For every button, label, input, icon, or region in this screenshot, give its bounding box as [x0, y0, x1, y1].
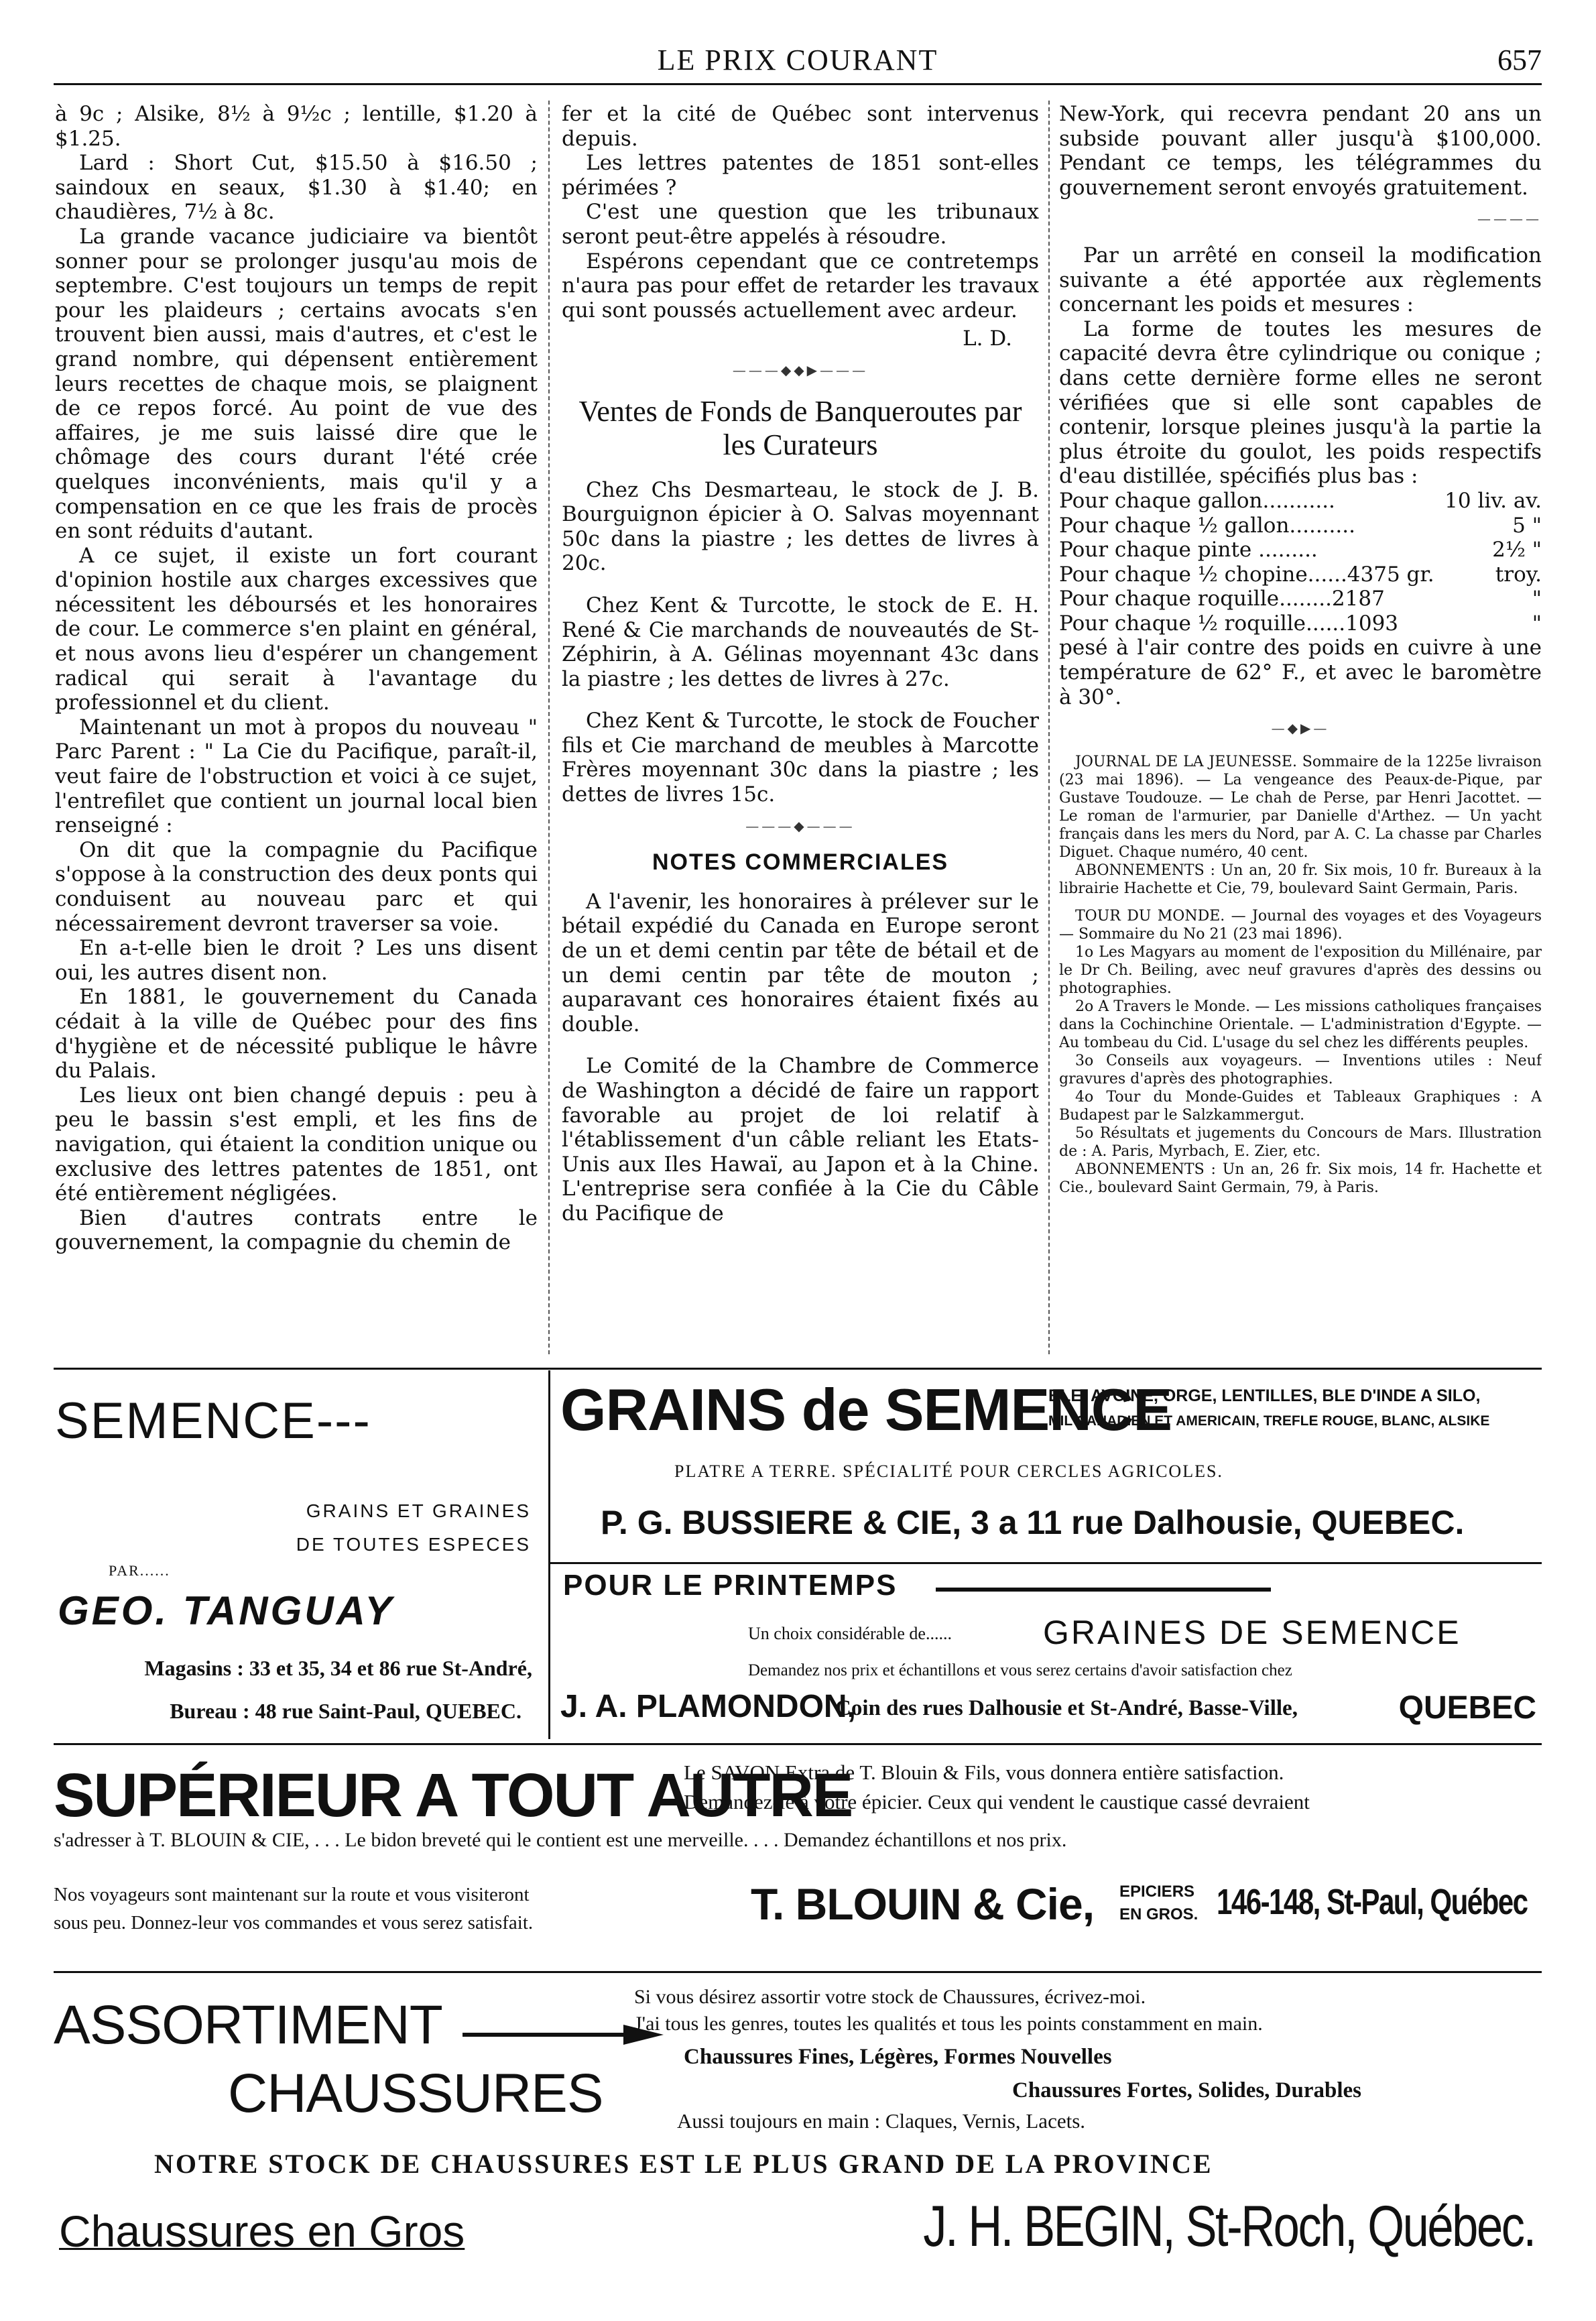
measure-row — [1059, 538, 1542, 562]
paragraph: pesé à l'air contre des poids en cuivre à une température de 62° F., et avec le baromètre à 30°. — [1059, 636, 1542, 709]
ad-line: BLE, AVOINE, ORGE, LENTILLES, BLE D'INDE A SILO, — [1048, 1386, 1481, 1405]
ad-banner: NOTRE STOCK DE CHAUSSURES EST LE PLUS GRAND DE LA PROVINCE — [154, 2149, 1213, 2179]
ad-company: T. BLOUIN & Cie, — [751, 1879, 1095, 1929]
ad-line: Nos voyageurs sont maintenant sur la route et vous visiteront — [54, 1884, 530, 1905]
notices-block — [1059, 753, 1542, 1197]
header-rule — [54, 83, 1542, 85]
ad-semence-tanguay — [55, 1381, 538, 1736]
ad-title: POUR LE PRINTEMPS — [563, 1569, 898, 1602]
separator-rule: ———— — [1477, 211, 1542, 227]
ad-band-top-rule — [54, 1368, 1542, 1370]
column-2 — [562, 102, 1039, 1350]
paragraph: Les lieux ont bien changé depuis : peu à peu le bassin s'est empli, et les fins de navigation, qui étaient la condition unique ou exclusive des lettres patentes de 1851, ont été entièrement négligées. — [55, 1083, 538, 1206]
ad-company: P. G. BUSSIERE & CIE, 3 a 11 rue Dalhousie, QUEBEC. — [601, 1504, 1465, 1541]
notice: ABONNEMENTS : Un an, 20 fr. Six mois, 10 fr. Bureaux à la librairie Hachette et Cie, 79, boulevard Saint Germain, Paris. — [1059, 861, 1542, 897]
heading-ventes: Ventes de Fonds de Banqueroutes par les Curateurs — [578, 394, 1022, 461]
paragraph: Lard : Short Cut, $15.50 à $16.50 ; saindoux en seaux, $1.30 à $1.40; en chaudières, 7½ à 8c. — [55, 151, 538, 225]
separator-ornament: ———◆——— — [745, 817, 855, 834]
ad-label: EN GROS. — [1119, 1905, 1199, 1923]
ad-line: MIL CANADIEN ET AMERICAIN, TREFLE ROUGE, BLANC, ALSIKE — [1048, 1413, 1490, 1429]
paragraph: Bien d'autres contrats entre le gouvernement, la compagnie du chemin de — [55, 1205, 538, 1255]
measure-label: Pour chaque pinte ......... — [1059, 538, 1318, 562]
paragraph: C'est une question que les tribunaux seront peut-être appelés à résoudre. — [562, 200, 1039, 249]
ad-rule — [54, 1743, 1542, 1745]
notice: 3o Conseils aux voyageurs. — Inventions utiles : Neuf gravures d'après des photographies. — [1059, 1052, 1542, 1087]
page-number: 657 — [1497, 44, 1542, 76]
column-3 — [1059, 102, 1542, 1350]
publication-title: LE PRIX COURANT — [657, 44, 938, 76]
ad-highlight: GRAINES DE SEMENCE — [1043, 1614, 1461, 1651]
notice: 2o A Travers le Monde. — Les missions catholiques françaises dans la Cochinchine Orientale. — L'administration d'Egypte. — Au tombeau du Cid. L'usage du sel chez les différents peuples. — [1059, 998, 1542, 1051]
ad-line: DE TOUTES ESPECES — [296, 1534, 531, 1555]
paragraph: En a-t-elle bien le droit ? Les uns disent oui, les autres disent non. — [55, 936, 538, 985]
ad-line: Aussi toujours en main : Claques, Vernis, Lacets. — [677, 2109, 1086, 2133]
measure-value: 5 " — [1512, 513, 1542, 538]
paragraph: Espérons cependant que ce contretemps n'aura pas pour effet de retarder les travaux qui sont poussés actuellement avec ardeur. — [562, 249, 1039, 322]
ad-address: Coin des rues Dalhousie et St-André, Basse-Ville, — [835, 1696, 1298, 1720]
ad-city: QUEBEC — [1398, 1690, 1536, 1726]
paragraph: à 9c ; Alsike, 8½ à 9½c ; lentille, $1.20 à $1.25. — [55, 102, 538, 151]
paragraph: En 1881, le gouvernement du Canada cédait à la ville de Québec pour des fins d'hygiène et de nécessité publique le hâvre du Palais. — [55, 985, 538, 1083]
ad-line: PAR...... — [109, 1562, 170, 1579]
measure-row — [1059, 489, 1542, 514]
notice: 5o Résultats et jugements du Concours de Mars. Illustration de : A. Paris, Myrbach, E. Zier, etc. — [1059, 1124, 1542, 1160]
ad-line: J'ai tous les genres, toutes les qualités et tous les points constamment en main. — [634, 2013, 1263, 2035]
separator-ornament: —◆▶— — [1271, 720, 1330, 737]
ad-address: 146-148, St-Paul, Québec — [1217, 1882, 1528, 1922]
ad-title-rule — [936, 1588, 1271, 1592]
notice: 4o Tour du Monde-Guides et Tableaux Graphiques : A Budapest par le Salzkammergut. — [1059, 1088, 1542, 1124]
paragraph: A l'avenir, les honoraires à prélever sur le bétail expédié du Canada en Europe seront de un et demi centin par tête de bétail et de un demi centin par tête de mouton ; auparavant ces honoraires étaient fixés au double. — [562, 889, 1039, 1036]
ad-savon-blouin — [54, 1750, 1542, 1964]
notice: JOURNAL DE LA JEUNESSE. Sommaire de la 1225e livraison (23 mai 1896). — La vengeance des Peaux-de-Pique, par Gustave Toudouze. — Le chah de Perse, par Henri Jacottet. — Le roman de l'armurier, par Danielle d'Arthez. — Un yacht français dans les mers du Nord, par A. C. La chasse par Charles Diguet. Chaque numéro, 40 cent. — [1059, 753, 1542, 861]
paragraph: Par un arrêté en conseil la modification suivante a été apportée aux règlements concernant les poids et mesures : — [1059, 243, 1542, 317]
ad-line: Si vous désirez assortir votre stock de Chaussures, écrivez-moi. — [634, 1986, 1146, 2008]
ad-merchant-name: GEO. TANGUAY — [58, 1588, 395, 1633]
ad-title: SEMENCE--- — [55, 1392, 371, 1449]
column-divider — [1048, 101, 1050, 1354]
ad-title: GRAINS de SEMENCE — [560, 1376, 1172, 1443]
ad-title: CHAUSSURES — [228, 2063, 603, 2124]
page-header — [54, 43, 1542, 83]
ad-line: Le SAVON Extra de T. Blouin & Fils, vous donnera entière satisfaction. — [684, 1761, 1284, 1784]
ad-label: EPICIERS — [1119, 1883, 1195, 1901]
paragraph: fer et la cité de Québec sont intervenus depuis. — [562, 102, 1039, 151]
column-1 — [55, 102, 538, 1350]
ad-merchant-name: J. A. PLAMONDON, — [560, 1689, 856, 1724]
measure-label: Pour chaque ½ chopine......4375 gr. — [1059, 562, 1434, 587]
ad-line: Un choix considérable de...... — [748, 1624, 952, 1643]
notice: 1o Les Magyars au moment de l'exposition du Millénaire, par le Dr Ch. Beiling, avec neuf gravures d'après des dessins ou photographies. — [1059, 943, 1542, 997]
ad-title: SUPÉRIEUR A TOUT AUTRE — [54, 1761, 853, 1830]
ad-line: Chaussures en Gros — [59, 2206, 465, 2256]
paragraph: A ce sujet, il existe un fort courant d'opinion hostile aux charges excessives que nécessitent les déboursés et les honoraires de cour. Le commerce s'en plaint en général, et nous avons lieu d'espérer un changement radical qui serait à l'avantage du professionnel et du client. — [55, 543, 538, 715]
measure-row — [1059, 611, 1542, 636]
ad-line: Demandez nos prix et échantillons et vous serez certains d'avoir satisfaction chez — [748, 1661, 1292, 1679]
notice: ABONNEMENTS : Un an, 26 fr. Six mois, 14 fr. Hachette et Cie., boulevard Saint Germain, 79, à Paris. — [1059, 1160, 1542, 1196]
ad-address: Bureau : 48 rue Saint-Paul, QUEBEC. — [170, 1699, 521, 1723]
measure-label: Pour chaque ½ roquille......1093 — [1059, 611, 1399, 636]
measure-label: Pour chaque ½ gallon.......... — [1059, 513, 1355, 538]
ad-line: Chaussures Fines, Légères, Formes Nouvelles — [684, 2045, 1112, 2069]
arrow-icon — [463, 2018, 664, 2051]
ad-line: PLATRE A TERRE. SPÉCIALITÉ POUR CERCLES AGRICOLES. — [674, 1462, 1223, 1481]
ad-line: Chaussures Fortes, Solides, Durables — [1012, 2078, 1362, 2102]
measure-row — [1059, 562, 1542, 587]
paragraph: New-York, qui recevra pendant 20 ans un subside pouvant aller jusqu'à $100,000. Pendant ce temps, les télégrammes du gouvernement seront envoyés gratuitement. — [1059, 102, 1542, 200]
paragraph: La grande vacance judiciaire va bientôt sonner pour se prolonger jusqu'au mois de septembre. C'est toujours un temps de repit pour les plaideurs ; certains avocats s'en trouvent bien aussi, mais d'autres, et c'est le grand nombre, qui dépensent entièrement leurs recettes de chaque mois, se plaignent de ce repos forcé. Au point de vue des affaires, je me suis laissé dire que le chômage des cours durant l'été crée quelques inconvénients, mais qu'il y a compensation en ce que les frais de procès en sont réduits d'autant. — [55, 224, 538, 544]
measure-row — [1059, 514, 1542, 538]
ad-address: Magasins : 33 et 35, 34 et 86 rue St-André, — [144, 1656, 532, 1680]
paragraph: Chez Chs Desmarteau, le stock de J. B. Bourguignon épicier à O. Salvas moyennant 50c dans la piastre ; les dettes de livres à 20c. — [562, 477, 1039, 576]
ad-grains-bussiere — [560, 1376, 1542, 1557]
measure-value: " — [1532, 611, 1542, 636]
heading-notes-commerciales: NOTES COMMERCIALES — [652, 849, 949, 876]
measure-row — [1059, 587, 1542, 611]
paragraph: Les lettres patentes de 1851 sont-elles périmées ? — [562, 151, 1039, 200]
ad-chaussures-begin — [54, 1978, 1542, 2313]
paragraph: Maintenant un mot à propos du nouveau " Parc Parent : " La Cie du Pacifique, paraît-il, veut faire de l'obstruction et voici à ce sujet, l'entrefilet que contient un journal local bien renseigné : — [55, 715, 538, 838]
paragraph: Chez Kent & Turcotte, le stock de E. H. René & Cie marchands de nouveautés de St-Zéphirin, à A. Gélinas moyennant 43c dans la piastre ; les dettes de livres à 27c. — [562, 593, 1039, 691]
separator-ornament: ———◆◆▶——— — [732, 361, 869, 378]
ad-title: ASSORTIMENT — [54, 1995, 442, 2056]
ad-rule — [54, 1971, 1542, 1973]
ad-line: GRAINS ET GRAINES — [306, 1500, 531, 1521]
measure-label: Pour chaque gallon........... — [1059, 488, 1335, 513]
measure-value: 2½ " — [1492, 538, 1542, 562]
ad-divider — [548, 1370, 550, 1739]
signature: L. D. — [963, 326, 1012, 351]
column-divider — [548, 101, 550, 1354]
ad-company: J. H. BEGIN, St-Roch, Québec. — [923, 2194, 1535, 2259]
ad-rule — [550, 1562, 1542, 1564]
ad-line: Demandez-le à votre épicier. Ceux qui vendent le caustique cassé devraient — [684, 1790, 1310, 1813]
measure-label: Pour chaque roquille........2187 — [1059, 587, 1385, 611]
ad-line: sous peu. Donnez-leur vos commandes et vous serez satisfait. — [54, 1912, 534, 1933]
paragraph: La forme de toutes les mesures de capacité devra être cylindrique ou conique ; dans cette dernière forme elles ne seront vérifiées que si elle sont capables de contenir, lorsque pleines jusqu'à la partie la plus étroite du goulot, les poids respectifs d'eau distillée, spécifiés plus bas : — [1059, 316, 1542, 489]
notice: TOUR DU MONDE. — Journal des voyages et des Voyageurs — Sommaire du No 21 (23 mai 1896). — [1059, 907, 1542, 943]
measure-value: troy. — [1495, 562, 1542, 587]
ad-line: s'adresser à T. BLOUIN & CIE, . . . Le bidon breveté qui le contient est une merveille. . . . Demandez échantillons et nos prix. — [54, 1829, 1067, 1851]
paragraph: On dit que la compagnie du Pacifique s'oppose à la construction des deux ponts qui conduisent au nouveau parc et qui nécessairement devront traverser sa voie. — [55, 837, 538, 936]
measures-list — [1059, 489, 1542, 636]
paragraph: Le Comité de la Chambre de Commerce de Washington a décidé de faire un rapport favorable au projet de loi relatif à l'établissement d'un câble reliant les Etats-Unis aux Iles Hawaï, au Japon et à la Chine. L'entreprise sera confiée à la Cie du Câble du Pacifique de — [562, 1054, 1039, 1226]
measure-value: " — [1532, 587, 1542, 611]
paragraph: Chez Kent & Turcotte, le stock de Foucher fils et Cie marchand de meubles à Marcotte Frères moyennant 30c dans la piastre ; les dettes de livres 15c. — [562, 709, 1039, 807]
ad-printemps-plamondon — [560, 1569, 1542, 1736]
measure-value: 10 liv. av. — [1445, 488, 1542, 513]
